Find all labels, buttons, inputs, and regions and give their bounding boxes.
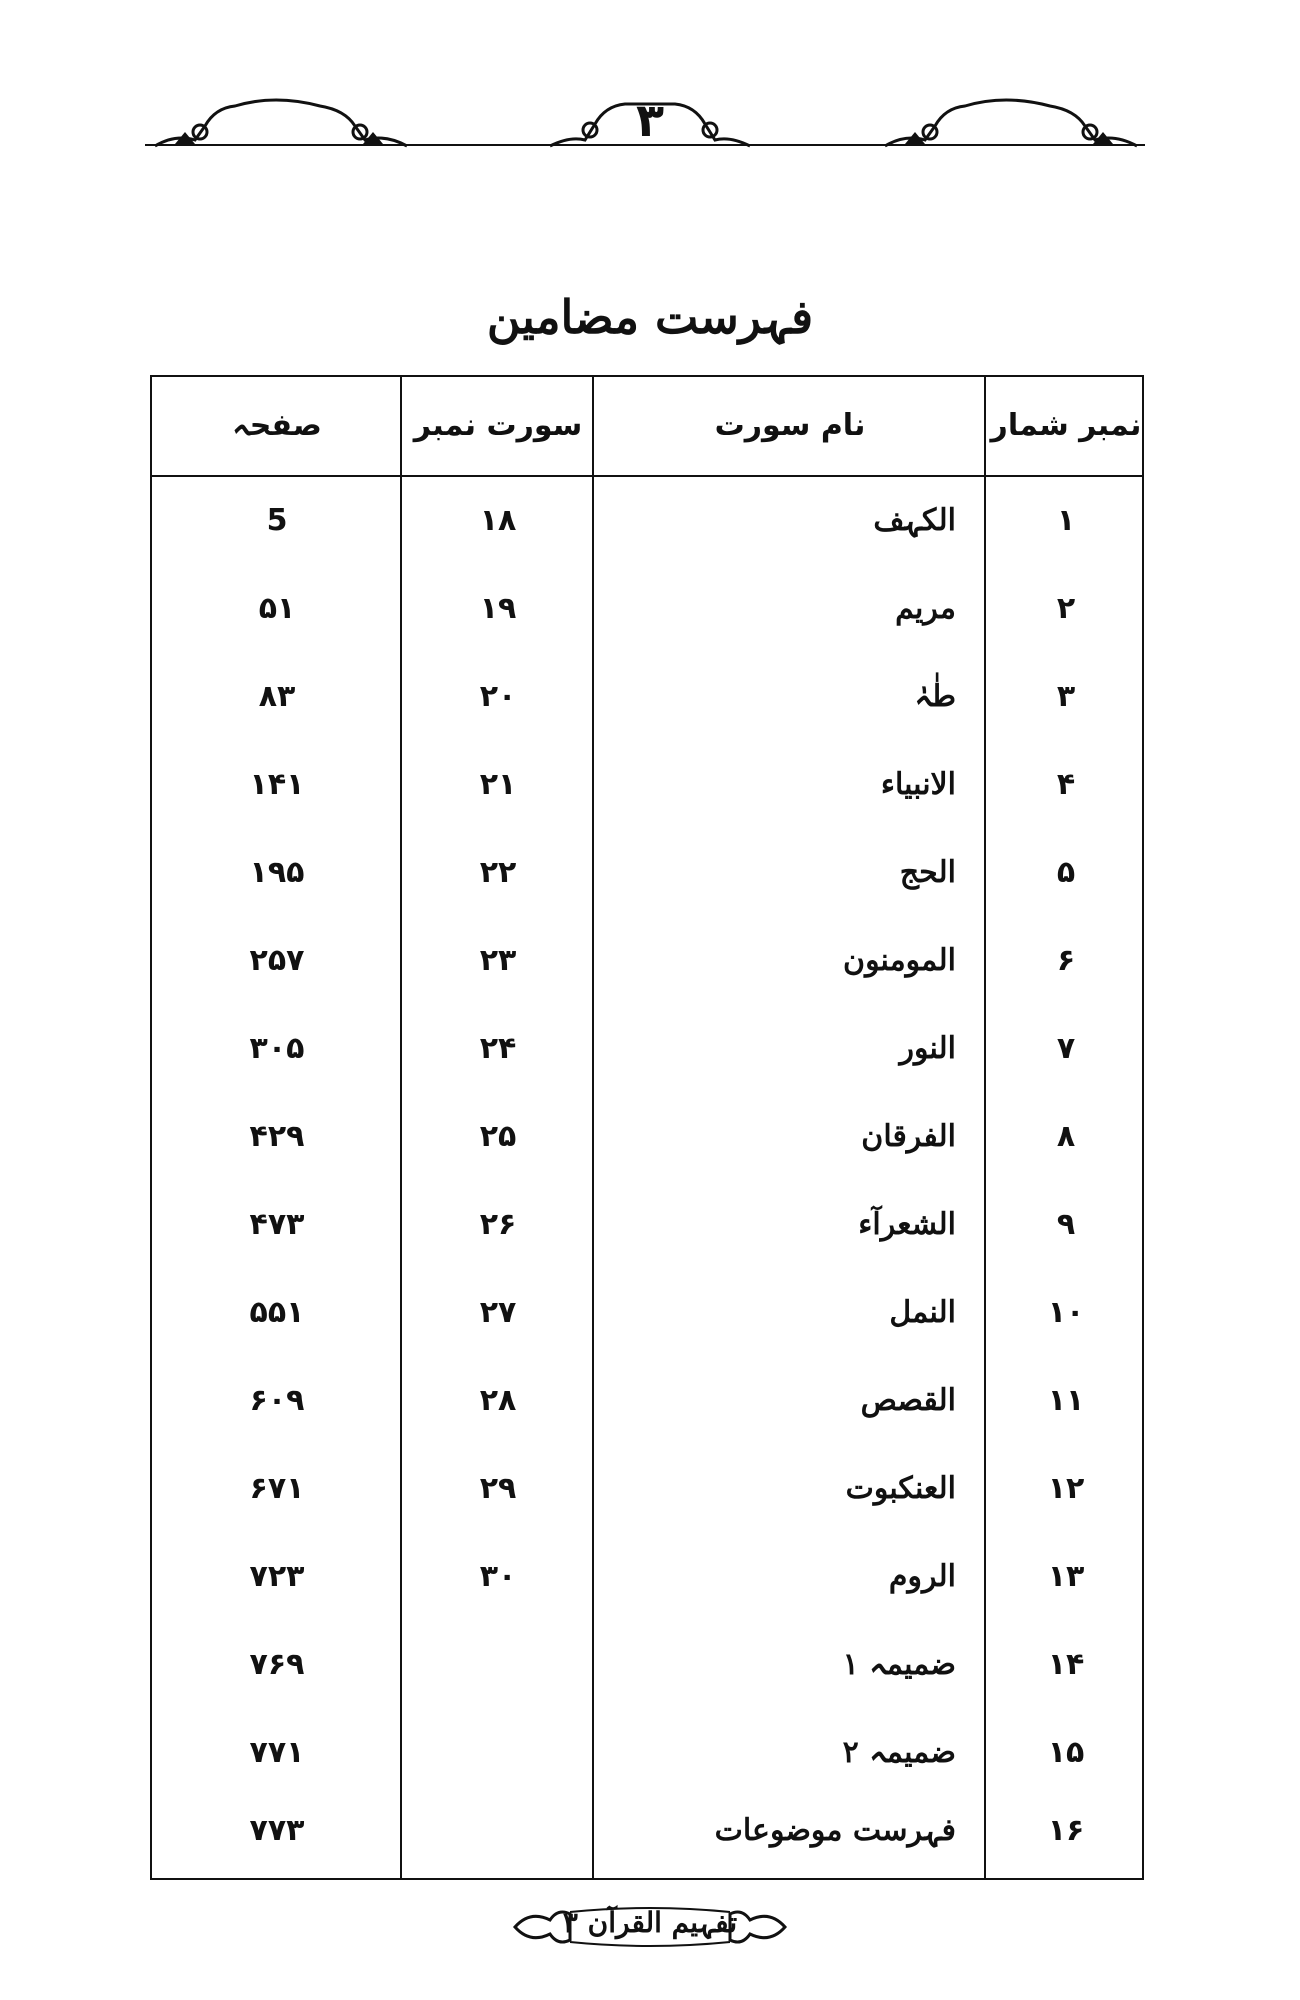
contents-table xyxy=(150,375,1144,1880)
surah-name-cell: النمل xyxy=(889,1295,956,1330)
surah-name-cell: المومنون xyxy=(843,943,956,978)
page-cell: ۴۷۳ xyxy=(249,1207,305,1242)
surah-name-cell: العنکبوت xyxy=(845,1471,956,1506)
serial-cell: ۱۳ xyxy=(1047,1559,1085,1594)
surah-name-cell: مریم xyxy=(895,591,956,626)
header-page: صفحہ xyxy=(232,408,322,443)
surah-number-cell: ۱۹ xyxy=(479,591,517,626)
page-header xyxy=(145,92,1145,162)
table-row xyxy=(152,1787,1142,1875)
table-row xyxy=(152,1621,1142,1709)
page-cell: ۳۰۵ xyxy=(249,1031,305,1066)
page-cell: ۵۵۱ xyxy=(249,1295,305,1330)
page-footer xyxy=(0,1902,1300,1952)
table-row xyxy=(152,1269,1142,1357)
page-number: ۳ xyxy=(635,93,665,147)
surah-name-cell: القصص xyxy=(860,1383,956,1418)
surah-number-cell: ۲۷ xyxy=(479,1295,517,1330)
table-header-row xyxy=(152,377,1142,477)
page-cell: ۲۵۷ xyxy=(249,943,305,978)
surah-number-cell: ۲۲ xyxy=(479,855,517,890)
surah-name-cell: النور xyxy=(899,1031,956,1066)
serial-cell: ۷ xyxy=(1056,1031,1076,1066)
surah-name-cell: الفرقان xyxy=(861,1119,956,1154)
surah-name-cell: فہرست موضوعات xyxy=(714,1813,956,1848)
surah-name-cell: ضمیمہ ۱ xyxy=(842,1647,956,1682)
table-row xyxy=(152,1709,1142,1797)
serial-cell: ۳ xyxy=(1056,679,1076,714)
serial-cell: ۱۵ xyxy=(1047,1735,1085,1770)
surah-number-cell: ۱۸ xyxy=(479,503,517,538)
page-cell: ۷۶۹ xyxy=(249,1647,305,1682)
table-row xyxy=(152,1357,1142,1445)
table-row xyxy=(152,829,1142,917)
surah-number-cell: ۲۴ xyxy=(479,1031,517,1066)
page-cell: ۸۳ xyxy=(258,679,296,714)
surah-name-cell: الحج xyxy=(899,855,956,890)
surah-number-cell xyxy=(402,1621,594,1709)
serial-cell: ۴ xyxy=(1056,767,1076,802)
surah-number-cell: ۲۳ xyxy=(479,943,517,978)
page-cell: ۶۰۹ xyxy=(249,1383,305,1418)
left-ornament-icon xyxy=(145,96,415,148)
header-serial-number: نمبر شمار xyxy=(990,408,1142,443)
serial-cell: ۱۶ xyxy=(1047,1813,1085,1848)
footer-book-title: تفہیم القرآن ۳ xyxy=(562,1906,738,1939)
surah-number-cell: ۲۶ xyxy=(479,1207,517,1242)
surah-number-cell: ۲۱ xyxy=(479,767,517,802)
table-row xyxy=(152,1533,1142,1621)
surah-number-cell: ۲۵ xyxy=(479,1119,517,1154)
serial-cell: ۵ xyxy=(1056,855,1076,890)
table-row xyxy=(152,1093,1142,1181)
table-row xyxy=(152,565,1142,653)
page-cell: ۵۱ xyxy=(258,591,296,626)
surah-name-cell: ضمیمہ ۲ xyxy=(842,1735,956,1770)
surah-number-cell: ۲۸ xyxy=(479,1383,517,1418)
surah-number-cell: ۲۰ xyxy=(479,679,517,714)
table-row xyxy=(152,1445,1142,1533)
header-surah-name: نام سورت xyxy=(714,408,866,443)
serial-cell: ۲ xyxy=(1056,591,1076,626)
table-row xyxy=(152,741,1142,829)
table-row xyxy=(152,917,1142,1005)
table-row xyxy=(152,653,1142,741)
table-row xyxy=(152,477,1142,565)
serial-cell: ۱۴ xyxy=(1047,1647,1085,1682)
serial-cell: ۹ xyxy=(1056,1207,1076,1242)
page-cell: 5 xyxy=(266,503,288,538)
surah-number-cell: ۲۹ xyxy=(479,1471,517,1506)
table-row xyxy=(152,1005,1142,1093)
serial-cell: ۱ xyxy=(1056,503,1076,538)
right-ornament-icon xyxy=(875,96,1145,148)
surah-name-cell: الروم xyxy=(888,1559,956,1594)
page-cell: ۱۴۱ xyxy=(249,767,305,802)
serial-cell: ۱۰ xyxy=(1047,1295,1085,1330)
page-cell: ۷۲۳ xyxy=(249,1559,305,1594)
serial-cell: ۸ xyxy=(1056,1119,1076,1154)
page-title: فہرست مضامین xyxy=(486,290,814,344)
surah-name-cell: الکہف xyxy=(873,503,956,538)
page-cell: ۴۲۹ xyxy=(249,1119,305,1154)
serial-cell: ۱۲ xyxy=(1047,1471,1085,1506)
page-cell: ۷۷۱ xyxy=(249,1735,305,1770)
surah-name-cell: الشعرآء xyxy=(858,1207,956,1242)
header-rule xyxy=(145,144,1145,146)
page-cell: ۱۹۵ xyxy=(249,855,305,890)
surah-name-cell: الانبیاء xyxy=(880,767,956,802)
header-surah-number: سورت نمبر xyxy=(413,408,583,443)
page-cell: ۶۷۱ xyxy=(249,1471,305,1506)
serial-cell: ۱۱ xyxy=(1047,1383,1085,1418)
surah-number-cell: ۳۰ xyxy=(479,1559,517,1594)
surah-name-cell: طٰہٰ xyxy=(914,679,956,714)
serial-cell: ۶ xyxy=(1056,943,1076,978)
page-cell: ۷۷۳ xyxy=(249,1813,305,1848)
surah-number-cell xyxy=(402,1709,594,1797)
surah-number-cell xyxy=(402,1787,594,1875)
table-row xyxy=(152,1181,1142,1269)
